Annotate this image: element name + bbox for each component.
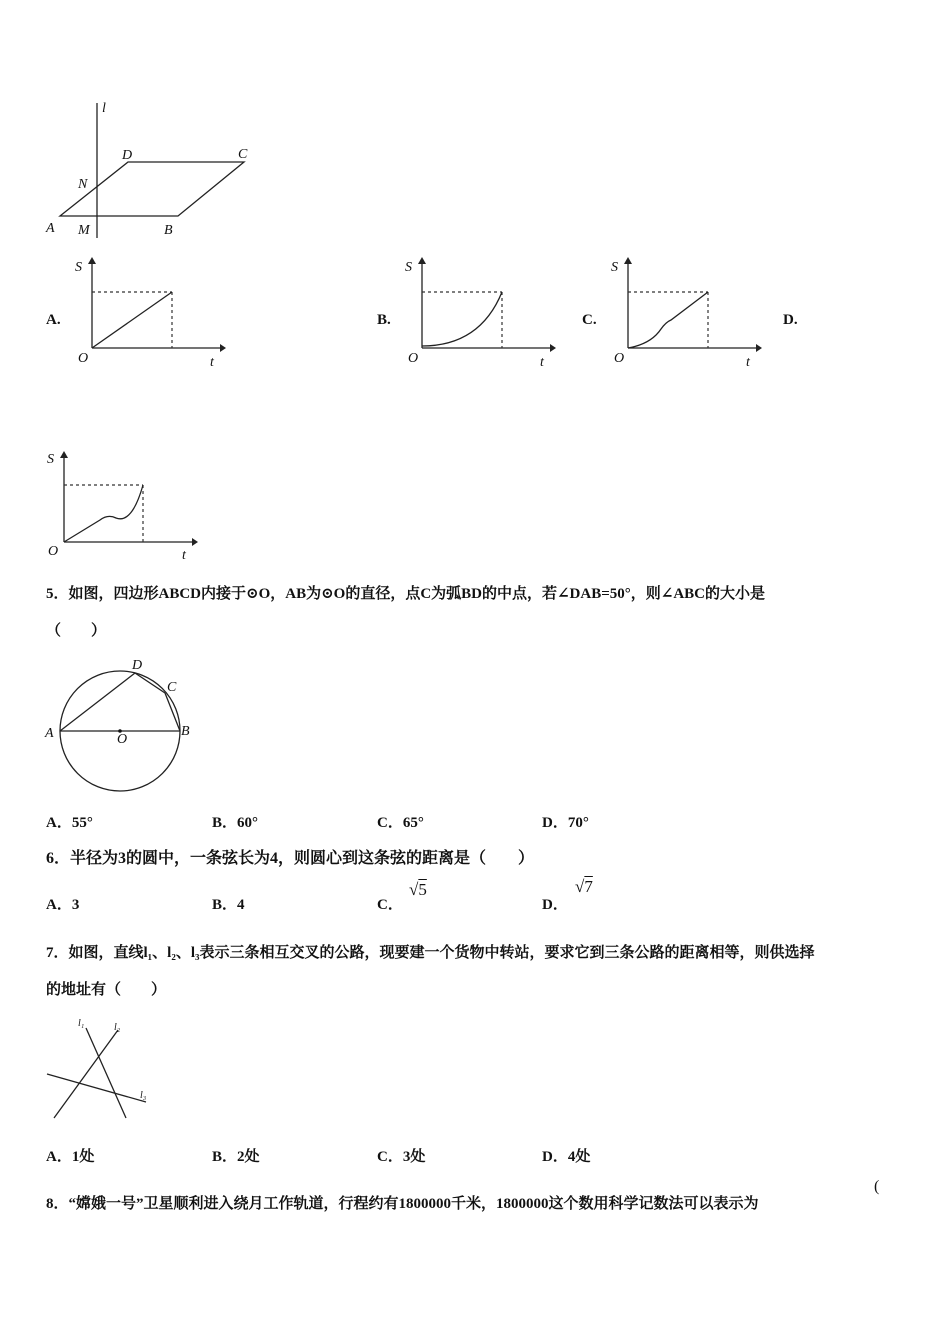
graph-c-t-label: t (746, 355, 750, 370)
graph-b (400, 254, 555, 369)
q5-label-d: D (132, 658, 143, 673)
q7-option-a-letter: A． (46, 1149, 72, 1165)
q5-option-a-value: 55° (71, 815, 93, 831)
q7-option-b-value: 2处 (237, 1149, 260, 1165)
q8-paren: ( (874, 1178, 880, 1195)
q6-option-a-value: 3 (71, 897, 80, 913)
q6-option-c-value: 5 (418, 880, 427, 899)
parallelogram-figure (40, 98, 270, 248)
graph-d-t-label: t (182, 548, 186, 563)
q5-label-c: C (167, 680, 177, 695)
graph-b-t-label: t (540, 355, 544, 370)
q5-option-d (542, 811, 589, 832)
q7-line2: 的地址有（ ） (46, 982, 167, 998)
q6-option-b-letter: B． (212, 897, 238, 913)
sqrt-symbol-d: √ (575, 877, 585, 896)
q5-option-d-value: 70° (567, 815, 589, 831)
q5-option-b (212, 811, 258, 832)
q7-line1: 7．如图，直线l₁、l₂、l₃表示三条相互交叉的公路，现要建一个货物中转站，要求它到三条公路的距离相等，则供选择 (46, 945, 815, 961)
q7-option-c-letter: C． (377, 1149, 403, 1165)
q4-option-d-letter: D. (783, 312, 798, 328)
q7-option-d-letter: D． (542, 1149, 568, 1165)
label-M: M (78, 223, 90, 238)
q5-option-d-letter: D． (542, 815, 568, 831)
q7-option-c-value: 3处 (402, 1149, 426, 1165)
q5-option-c (377, 811, 424, 832)
q5-option-b-value: 60° (237, 815, 259, 831)
q6-option-d-value: 7 (584, 877, 593, 896)
graph-a-t-label: t (210, 355, 214, 370)
graph-a-s-label: S (75, 260, 82, 275)
q5-option-a-letter: A． (46, 815, 72, 831)
label-l: l (102, 101, 106, 116)
label-D: D (122, 148, 133, 163)
graph-c (606, 254, 761, 369)
label-C: C (238, 147, 248, 162)
sqrt-symbol-c: √ (409, 880, 419, 899)
graph-a-o-label: O (78, 351, 89, 366)
graph-c-s-label: S (611, 260, 618, 275)
q7-option-d (542, 1145, 590, 1166)
q7-option-b-letter: B． (212, 1149, 238, 1165)
graph-b-o-label: O (408, 351, 419, 366)
q7-label-l2: l₂ (114, 1022, 121, 1033)
label-B: B (164, 223, 173, 238)
q5-circle-figure (42, 655, 197, 790)
q5-label-o: O (117, 732, 128, 747)
q5-text: 5．如图，四边形ABCD内接于⊙O，AB为⊙O的直径，点C为弧BD的中点，若∠DAB=50°，则∠ABC的大小是 (46, 586, 766, 602)
q4-option-c-letter: C. (582, 312, 597, 328)
q7-label-l1: l₁ (78, 1018, 85, 1029)
q6-option-a (46, 893, 79, 914)
q7-option-c (377, 1145, 425, 1166)
q6-option-b-value: 4 (237, 897, 245, 913)
graph-d (42, 448, 197, 563)
q6-option-a-letter: A． (46, 897, 72, 913)
q7-option-d-value: 4处 (567, 1149, 591, 1165)
q5-option-b-letter: B． (212, 815, 238, 831)
q5-option-c-value: 65° (402, 815, 424, 831)
q7-option-a (46, 1145, 94, 1166)
q5-option-c-letter: C． (377, 815, 403, 831)
q5-label-a: A (45, 726, 54, 741)
q7-label-l3: l₃ (140, 1090, 147, 1101)
label-A: A (46, 221, 55, 236)
graph-d-s-label: S (47, 452, 54, 467)
q6-option-b (212, 893, 245, 914)
q5-option-a (46, 811, 93, 832)
q8-text: 8．“嫦娥一号”卫星顺利进入绕月工作轨道，行程约有1800000千米，1800000这个数用科学记数法可以表示为 (46, 1196, 759, 1212)
q6-option-c-sqrt (409, 880, 427, 900)
q7-option-b (212, 1145, 260, 1166)
q6-option-c-letter: C． (377, 897, 403, 913)
q4-option-a-letter: A. (46, 312, 61, 328)
graph-d-o-label: O (48, 544, 59, 559)
q6-option-d-letter: D． (542, 897, 568, 913)
graph-b-s-label: S (405, 260, 412, 275)
q6-option-d-sqrt (575, 877, 593, 897)
q6-text: 6．半径为3的圆中，一条弦长为4，则圆心到这条弦的距离是（ ） (46, 850, 535, 867)
graph-c-o-label: O (614, 351, 625, 366)
q5-label-b: B (181, 724, 190, 739)
label-N: N (78, 177, 88, 192)
q5-paren: （ ） (46, 623, 107, 639)
graph-a (70, 254, 225, 369)
q4-option-b-letter: B. (377, 312, 391, 328)
q7-lines-figure (42, 1014, 162, 1124)
q7-option-a-value: 1处 (71, 1149, 95, 1165)
